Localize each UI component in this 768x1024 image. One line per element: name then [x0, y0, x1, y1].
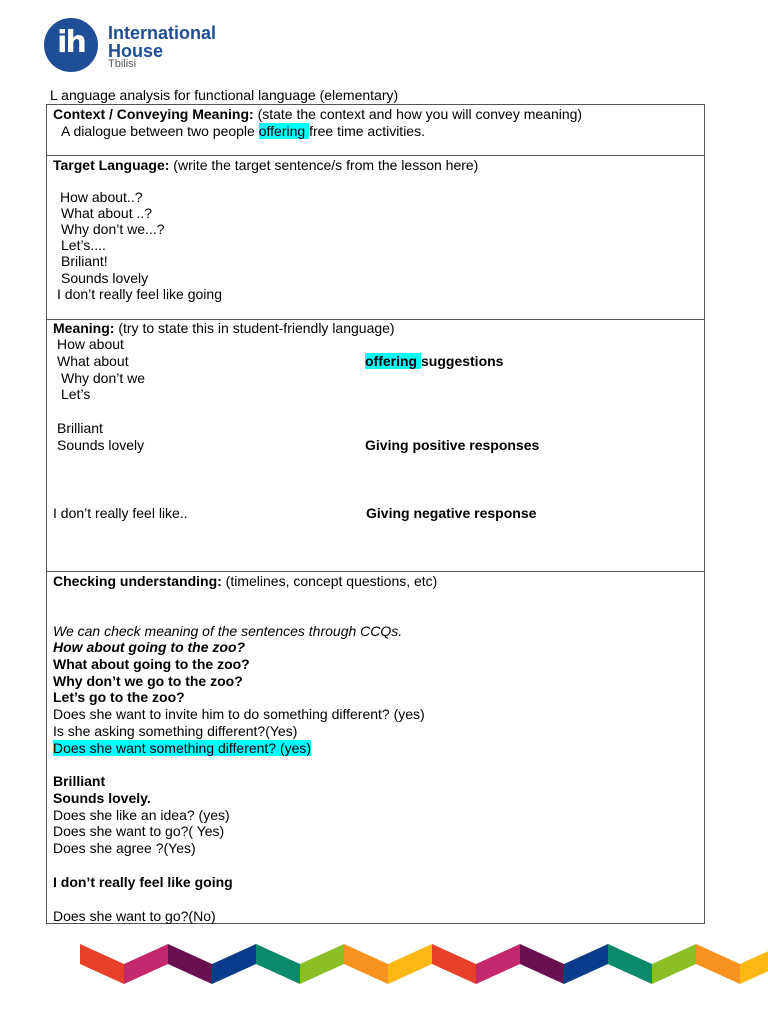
offering-highlight: offering — [365, 353, 421, 369]
zigzag-segment — [520, 944, 564, 984]
ccq-line: Does she want to go?(No) — [53, 908, 216, 924]
example-sentence: Let’s go to the zoo? — [53, 689, 185, 705]
zigzag-segment — [388, 944, 432, 984]
logo-text-line-1: International — [108, 23, 217, 43]
example-sentence: Why don’t we go to the zoo? — [53, 673, 243, 689]
context-text-start: A dialogue between two people — [61, 123, 259, 139]
zigzag-segment — [212, 944, 256, 984]
zigzag-segment — [652, 944, 696, 984]
meaning-section — [46, 319, 705, 572]
ccq-line: Does she like an idea? (yes) — [53, 807, 230, 823]
meaning-label-offering — [365, 353, 503, 369]
context-highlight: offering — [258, 123, 310, 139]
zigzag-segment — [80, 944, 124, 984]
checking-note: (timelines, concept questions, etc) — [221, 573, 438, 589]
zigzag-segment — [740, 944, 768, 984]
zigzag-segment — [696, 944, 740, 984]
ccq-highlight: Does she want something different? (yes) — [53, 740, 312, 756]
meaning-heading-line — [53, 320, 395, 336]
ccq-line: Does she want to invite him to do something different? (yes) — [53, 706, 425, 722]
target-line: Why don’t we...? — [61, 221, 165, 237]
context-note: (state the context and how you will convey meaning) — [253, 106, 583, 122]
zigzag-segment — [344, 944, 388, 984]
meaning-phrase: Sounds lovely — [57, 437, 145, 453]
zigzag-segment — [476, 944, 520, 984]
target-note: (write the target sentence/s from the lesson here) — [169, 157, 479, 173]
meaning-phrase: I don’t really feel like.. — [53, 505, 188, 521]
zigzag-segment — [256, 944, 300, 984]
zigzag-segment — [168, 944, 212, 984]
response-phrase: I don’t really feel like going — [53, 874, 233, 890]
ih-logo-mark: ih — [44, 18, 98, 72]
meaning-phrase: Brilliant — [57, 420, 103, 436]
zigzag-segment — [608, 944, 652, 984]
target-line: I don’t really feel like going — [57, 286, 222, 302]
checking-understanding-section — [46, 571, 705, 924]
ccq-line: Is she asking something different?(Yes) — [53, 723, 298, 739]
target-line: What about ..? — [61, 205, 153, 221]
logo-text-line-2: House — [108, 41, 164, 61]
zigzag-segment — [300, 944, 344, 984]
checking-heading: Checking understanding: — [53, 573, 222, 589]
meaning-phrase: Let’s — [61, 386, 91, 402]
logo-text-line-3: Tbilisi — [108, 58, 137, 70]
ccq-line: Does she want to go?( Yes) — [53, 823, 225, 839]
context-section — [46, 104, 705, 156]
offering-label-rest: suggestions — [421, 353, 504, 369]
example-sentence: What about going to the zoo? — [53, 656, 250, 672]
target-heading-line — [53, 157, 478, 173]
context-text-end: free time activities. — [309, 123, 425, 139]
meaning-heading: Meaning: — [53, 320, 115, 336]
response-phrase: Sounds lovely. — [53, 790, 151, 806]
meaning-phrase: What about — [57, 353, 129, 369]
meaning-phrase: How about — [57, 336, 124, 352]
meaning-phrase: Why don’t we — [61, 370, 146, 386]
meaning-label-negative: Giving negative response — [366, 505, 537, 521]
context-heading-line — [53, 106, 582, 122]
target-line: Sounds lovely — [61, 270, 149, 286]
checking-heading-line — [53, 573, 437, 589]
zigzag-segment — [432, 944, 476, 984]
meaning-note: (try to state this in student-friendly language) — [114, 320, 395, 336]
checking-intro: We can check meaning of the sentences through CCQs. — [53, 623, 403, 639]
target-line: Let’s.... — [61, 237, 106, 253]
zigzag-segment — [124, 944, 168, 984]
document-title: L anguage analysis for functional language (elementary) — [50, 87, 399, 103]
meaning-label-positive: Giving positive responses — [365, 437, 540, 453]
zigzag-segment — [564, 944, 608, 984]
target-heading: Target Language: — [53, 157, 170, 173]
example-sentence: How about going to the zoo? — [53, 639, 246, 655]
target-language-section — [46, 155, 705, 320]
context-text — [61, 123, 425, 139]
context-heading: Context / Conveying Meaning: — [53, 106, 254, 122]
ccq-line: Does she agree ?(Yes) — [53, 840, 196, 856]
target-line: Briliant! — [61, 253, 108, 269]
decorative-zigzag-stripe — [0, 930, 768, 990]
ccq-line-highlight — [53, 740, 311, 756]
target-line: How about..? — [60, 189, 143, 205]
international-house-logo — [44, 16, 224, 72]
response-phrase: Brilliant — [53, 773, 106, 789]
